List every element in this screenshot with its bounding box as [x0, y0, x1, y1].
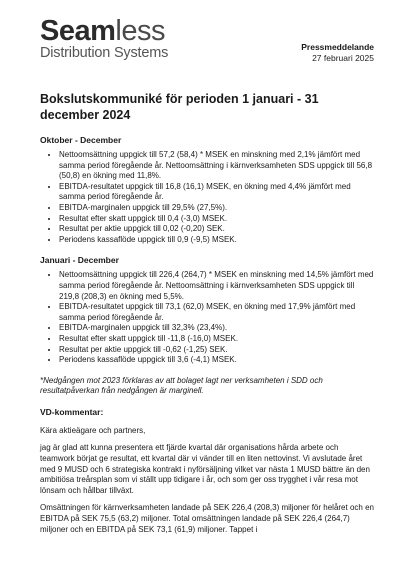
document-body [40, 91, 374, 542]
list-item: • EBITDA-resultatet uppgick till 16,8 (16,1) MSEK, en ökning med 4,4% jämfört med samma period föregående år. [59, 182, 374, 203]
list-item: • Resultat efter skatt uppgick till 0,4 (-3,0) MSEK. [59, 214, 374, 225]
ceo-comment-heading: VD-kommentar: [40, 406, 104, 417]
logo-wordmark [40, 17, 168, 46]
press-release-label: Pressmeddelande [301, 42, 374, 52]
logo-wordmark-bold: Seam [40, 15, 116, 47]
year-heading: Januari - December [40, 255, 119, 266]
list-item: • Resultat efter skatt uppgick till -11,8 (-16,0) MSEK. [59, 334, 374, 345]
list-item: • EBITDA-resultatet uppgick till 73,1 (62,0) MSEK, en ökning med 17,9% jämfört med samma period föregående år. [59, 302, 374, 323]
quarter-heading: Oktober - December [40, 135, 122, 145]
ceo-paragraph-1: jag är glad att kunna presentera ett fjärde kvartal där organisations hårda arbete och teamwork börjat ge resultat, ett kvartal där vi vänder till en liten nettovinst. Vi avslutade året med 9 MUSD och 6 strategiska kontrakt i nyförsäljning vilket var nästa 1 MUSD bättre än den ambitiösa treårsplan som vi ställt upp tidigare i år, och som ger oss trygghet i vår resa mot lönsam och hållbar tillväxt. [40, 443, 370, 495]
list-item: • Resultat per aktie uppgick till -0,62 (-1,25) SEK. [59, 345, 374, 356]
footnote: *Nedgången mot 2023 förklaras av att bolaget lagt ner verksamheten i SDD och resultatpåverkan från nedgången är marginell. [40, 375, 323, 396]
ceo-greeting: Kära aktieägare och partners, [40, 425, 146, 435]
list-item: • EBITDA-marginalen uppgick till 32,3% (23,4%). [59, 323, 374, 334]
list-item: • Periodens kassaflöde uppgick till 0,9 (-9,5) MSEK. [59, 235, 374, 246]
list-item: • EBITDA-marginalen uppgick till 29,5% (27,5%). [59, 203, 374, 214]
ceo-paragraph-2: Omsättningen för kärnverksamheten landade på SEK 226,4 (208,3) miljoner för helåret och en EBITDA på SEK 75,5 (63,2) miljoner. Total omsättningen landade på SEK 226,4 (264,7) miljoner och en EBITDA på SEK 73,1 (61,9) miljoner. Tappet i [40, 503, 374, 534]
list-item: • Resultat per aktie uppgick till 0,02 (-0,20) SEK. [59, 224, 374, 235]
list-item: • Nettoomsättning uppgick till 57,2 (58,4) * MSEK en minskning med 2,1% jämfört med samma period föregående år. Nettoomsättning i kärnverksamheten SDS uppgick till 56,8 (50,8) en ökning med 11,8%. [59, 150, 374, 182]
logo-wordmark-light: less [115, 15, 165, 47]
list-item: • Periodens kassaflöde uppgick till 3,6 (-4,1) MSEK. [59, 355, 374, 366]
list-item: • Nettoomsättning uppgick till 226,4 (264,7) * MSEK en minskning med 14,5% jämfört med samma period föregående år. Nettoomsättning i kärnverksamheten SDS uppgick till 219,8 (208,3) en ökning med 5,5%. [59, 270, 374, 302]
logo-subtitle: Distribution Systems [40, 45, 169, 61]
document-title: Bokslutskommuniké för perioden 1 januari - 31 december 2024 [40, 92, 319, 122]
company-logo [40, 17, 168, 61]
press-release-header [301, 42, 374, 64]
year-list [40, 270, 374, 365]
quarter-list [40, 150, 374, 245]
press-release-date: 27 februari 2025 [312, 53, 374, 63]
